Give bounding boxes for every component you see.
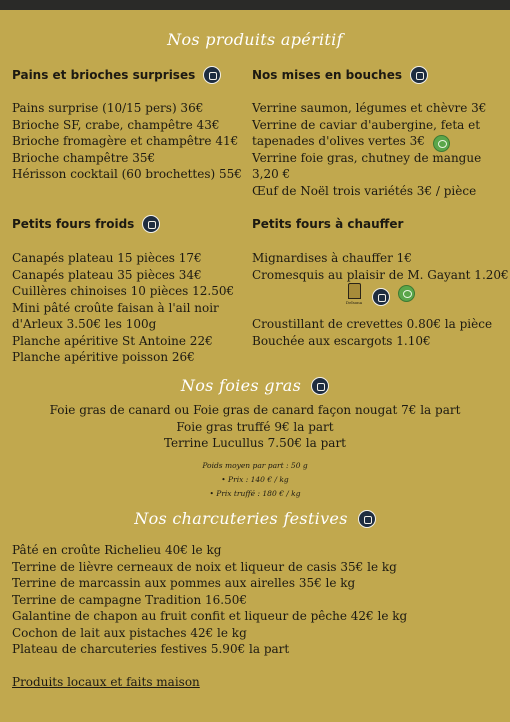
house-badge-icon <box>358 510 376 528</box>
list-item: Hérisson cocktail (60 brochettes) 55€ <box>12 167 242 181</box>
heading-pains-label: Pains et brioches surprises <box>12 68 196 82</box>
list-item: Verrine de caviar d'aubergine, feta et <box>252 117 481 132</box>
list-item: Bouchée aux escargots 1.10€ <box>252 333 431 348</box>
list-item: Cuillères chinoises 10 pièces 12.50€ <box>12 284 235 298</box>
heading-chauffer <box>252 217 403 231</box>
foies-item: Foie gras de canard ou Foie gras de canard façon nougat 7€ la part <box>49 403 461 417</box>
delsona-brand-icon <box>342 283 366 305</box>
delsona-label: Delsona <box>345 300 363 305</box>
section-title-foies <box>0 376 510 395</box>
heading-froids-label: Petits fours froids <box>12 217 135 231</box>
footer-note: Produits locaux et faits maison <box>12 675 200 689</box>
list-item: Verrine foie gras, chutney de mangue <box>252 150 482 165</box>
foies-note: • Prix truffé : 180 € / kg <box>209 489 301 498</box>
foies-item: Terrine Lucullus 7.50€ la part <box>163 436 347 450</box>
list-item: Brioche fromagère et champêtre 41€ <box>12 134 239 148</box>
list-item: Terrine de marcassin aux pommes aux airelles 35€ le kg <box>12 576 356 590</box>
list-item: Mini pâté croûte faisan à l'ail noir <box>12 300 219 315</box>
list-item: Plateau de charcuteries festives 5.90€ la part <box>12 642 290 656</box>
list-item: Œuf de Noël trois variétés 3€ / pièce <box>252 183 477 198</box>
list-item: Cochon de lait aux pistaches 42€ le kg <box>12 625 247 640</box>
list-item: Planche apéritive poisson 26€ <box>12 350 195 364</box>
vegetarian-icon <box>398 285 415 302</box>
list-item: tapenades d'olives vertes 3€ <box>252 134 425 148</box>
list-item: Canapés plateau 35 pièces 34€ <box>12 267 202 282</box>
list-item: Cromesquis au plaisir de M. Gayant 1.20€ <box>252 267 509 282</box>
list-item: Terrine de campagne Tradition 16.50€ <box>12 592 247 607</box>
list-item: Pains surprise (10/15 pers) 36€ <box>12 101 204 115</box>
heading-bouches <box>252 66 428 84</box>
house-badge-icon <box>410 66 428 84</box>
list-item: Galantine de chapon au fruit confit et liqueur de pêche 42€ le kg <box>12 609 408 623</box>
section-title-charcuteries <box>0 509 510 528</box>
list-item: 3,20 € <box>252 167 291 181</box>
list-item: d'Arleux 3.50€ les 100g <box>12 317 157 331</box>
house-badge-icon <box>142 215 160 233</box>
foies-note: • Prix : 140 € / kg <box>221 475 289 484</box>
list-item: Terrine de lièvre cerneaux de noix et liqueur de casis 35€ le kg <box>12 559 397 574</box>
list-item: Verrine saumon, légumes et chèvre 3€ <box>252 101 487 115</box>
list-item: Planche apéritive St Antoine 22€ <box>12 333 213 348</box>
section-title-charcuteries-label: Nos charcuteries festives <box>134 509 348 528</box>
list-item: Canapés plateau 15 pièces 17€ <box>12 251 202 265</box>
section-title-foies-label: Nos foies gras <box>180 376 302 395</box>
section-title-aperitif: Nos produits apéritif <box>167 30 343 49</box>
list-item: Brioche champêtre 35€ <box>12 150 156 165</box>
list-item: Croustillant de crevettes 0.80€ la pièce <box>252 317 493 331</box>
delsona-logo-shape <box>348 283 361 299</box>
heading-chauffer-label: Petits fours à chauffer <box>252 217 404 231</box>
list-item: Pâté en croûte Richelieu 40€ le kg <box>12 543 222 557</box>
list-item: Brioche SF, crabe, champêtre 43€ <box>12 117 220 132</box>
heading-bouches-label: Nos mises en bouches <box>252 68 402 82</box>
heading-pains <box>12 66 221 84</box>
top-dark-strip <box>0 0 510 10</box>
heading-froids <box>12 215 160 233</box>
list-item: Mignardises à chauffer 1€ <box>252 251 412 265</box>
house-badge-icon <box>203 66 221 84</box>
foies-note: Poids moyen par part : 50 g <box>202 461 308 470</box>
house-badge-icon <box>311 377 329 395</box>
house-badge-icon <box>372 288 390 306</box>
foies-item: Foie gras truffé 9€ la part <box>176 419 334 434</box>
